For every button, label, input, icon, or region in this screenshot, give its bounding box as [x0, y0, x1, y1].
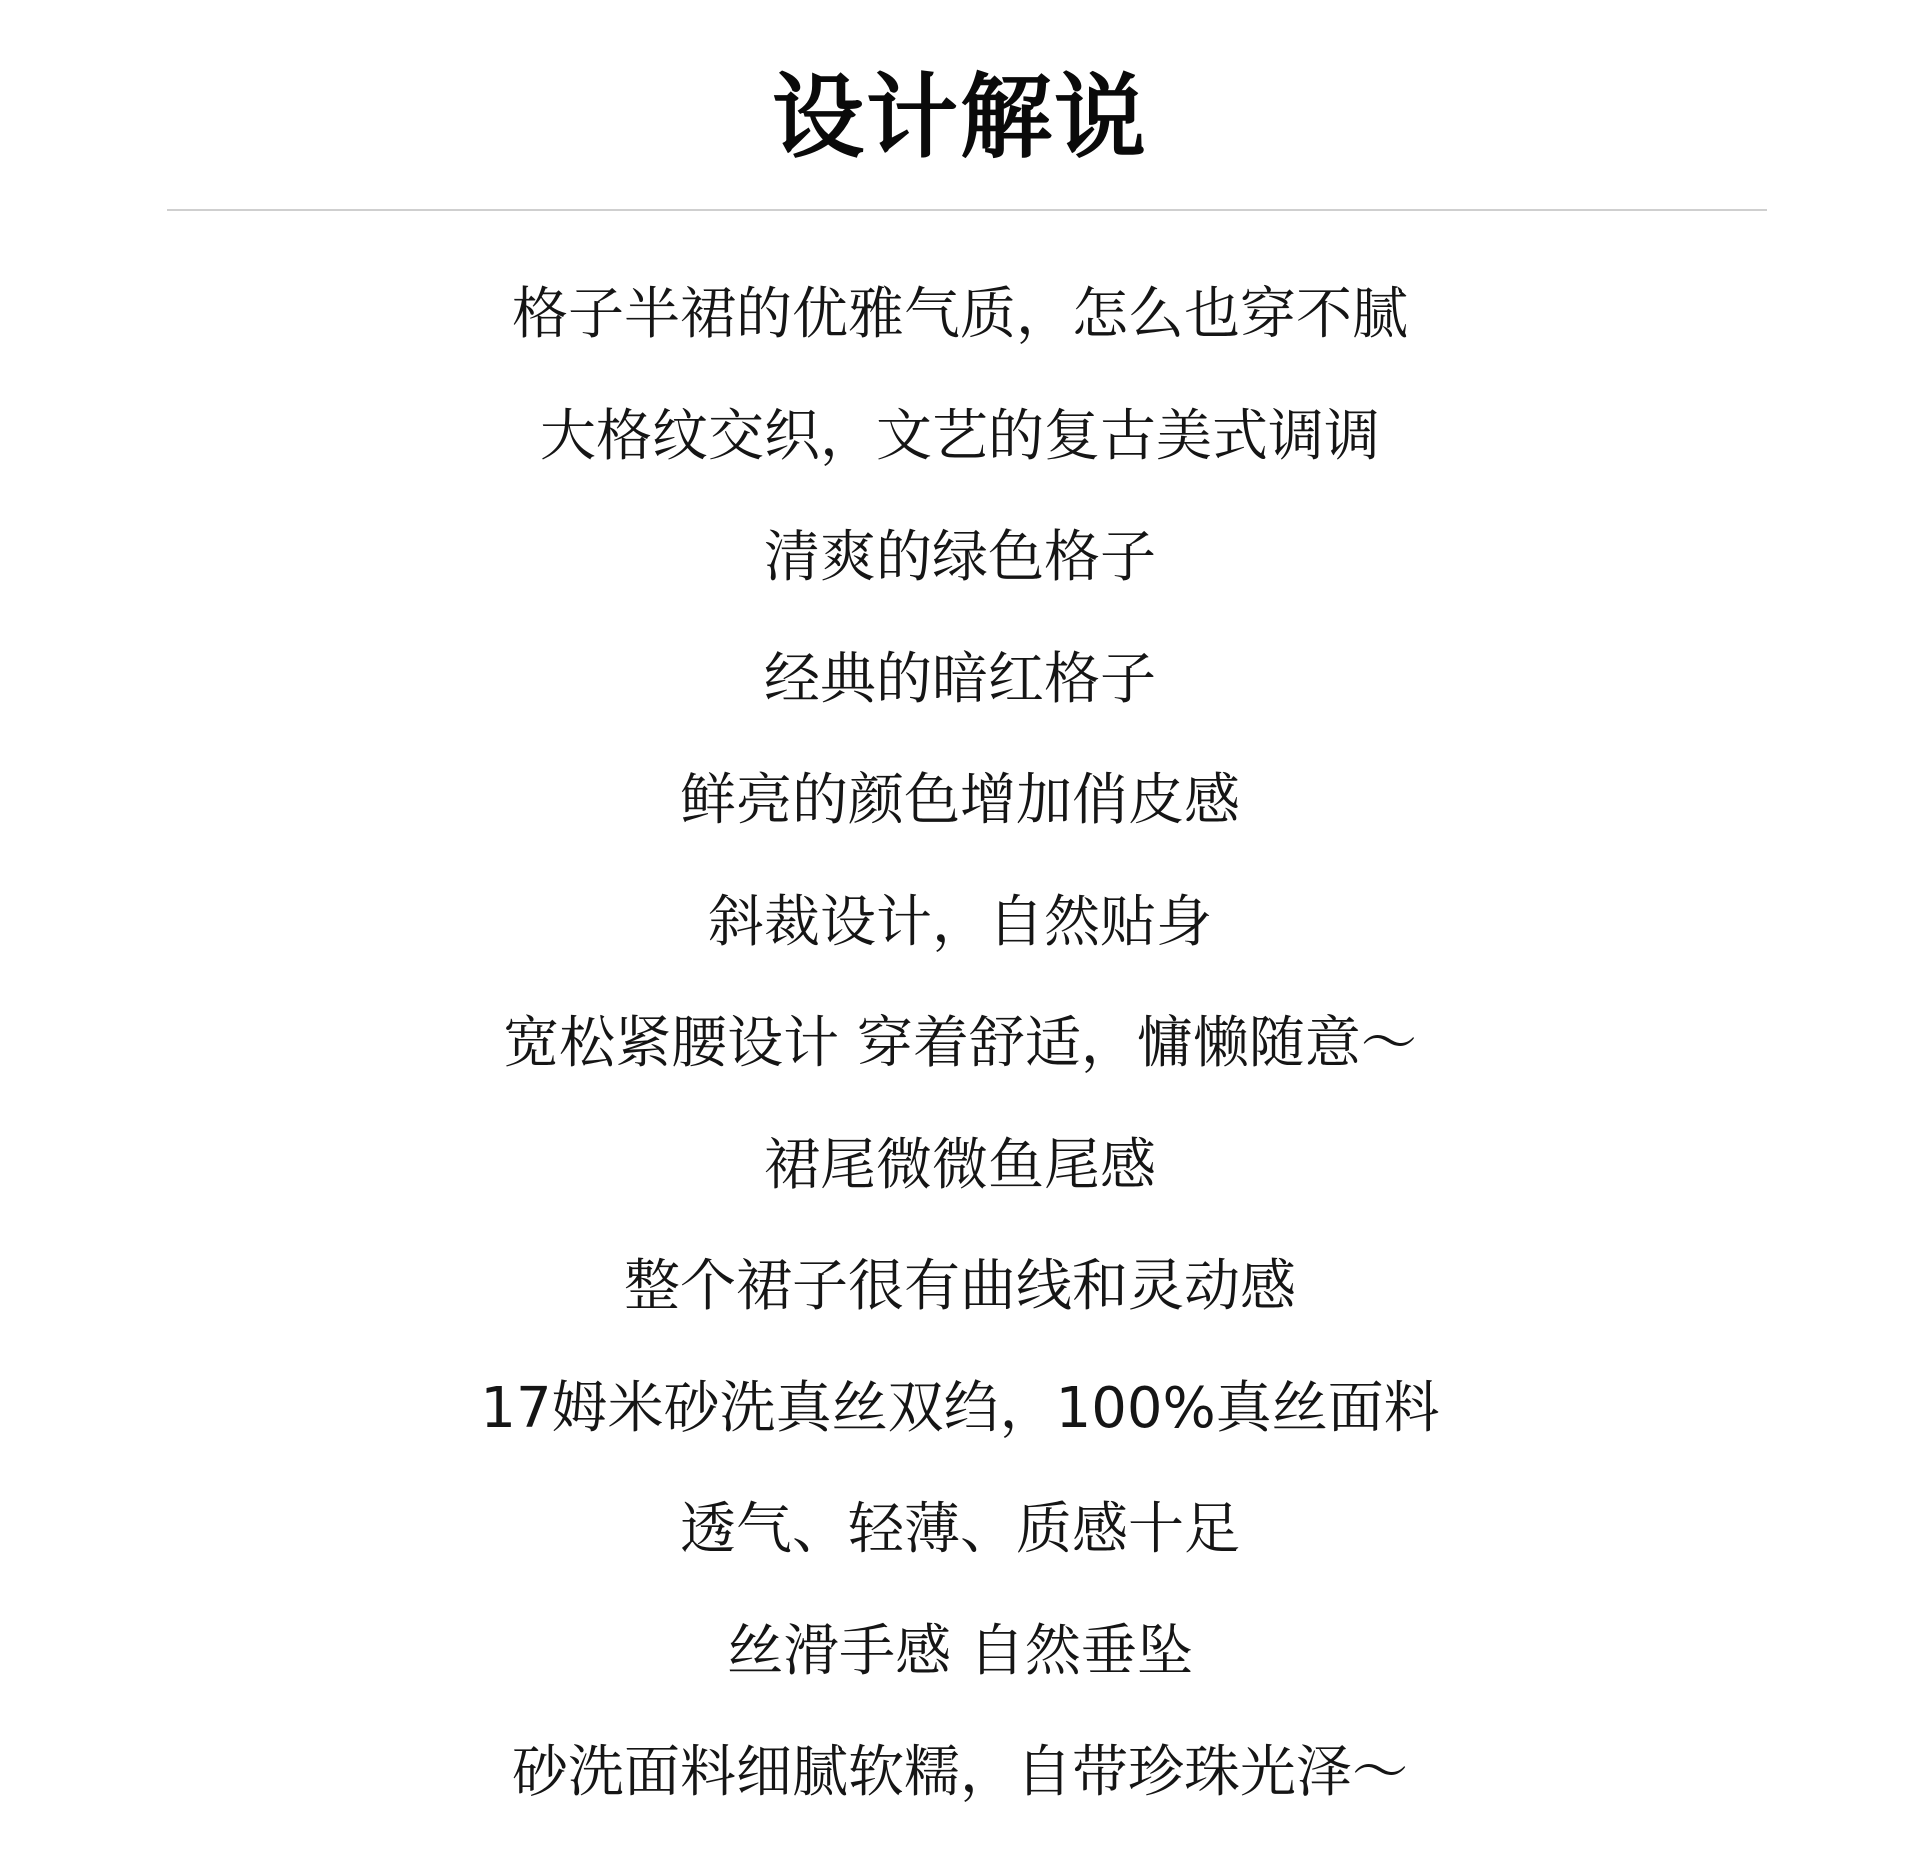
- description-line: 斜裁设计，自然贴身: [708, 889, 1212, 955]
- title-divider: [167, 209, 1767, 211]
- description-line: 砂洗面料细腻软糯，自带珍珠光泽～: [512, 1740, 1408, 1805]
- description-list: [0, 265, 1920, 1845]
- description-line: 清爽的绿色格子: [764, 525, 1156, 590]
- description-line: 宽松紧腰设计 穿着舒适，慵懒随意～: [503, 1011, 1417, 1076]
- description-line: 鲜亮的颜色增加俏皮感: [680, 768, 1240, 833]
- description-line: 经典的暗红格子: [764, 646, 1156, 712]
- description-line: 格子半裙的优雅气质，怎么也穿不腻: [512, 282, 1408, 347]
- description-line: 丝滑手感 自然垂坠: [727, 1618, 1193, 1684]
- description-line: 大格纹交织，文艺的复古美式调调: [540, 403, 1380, 469]
- description-line: 17姆米砂洗真丝双绉，100%真丝面料: [480, 1375, 1440, 1441]
- description-line: 透气、轻薄、质感十足: [680, 1497, 1240, 1562]
- page-title: 设计解说: [771, 64, 1148, 171]
- description-line: 整个裙子很有曲线和灵动感: [624, 1254, 1296, 1319]
- description-line: 裙尾微微鱼尾感: [764, 1132, 1156, 1198]
